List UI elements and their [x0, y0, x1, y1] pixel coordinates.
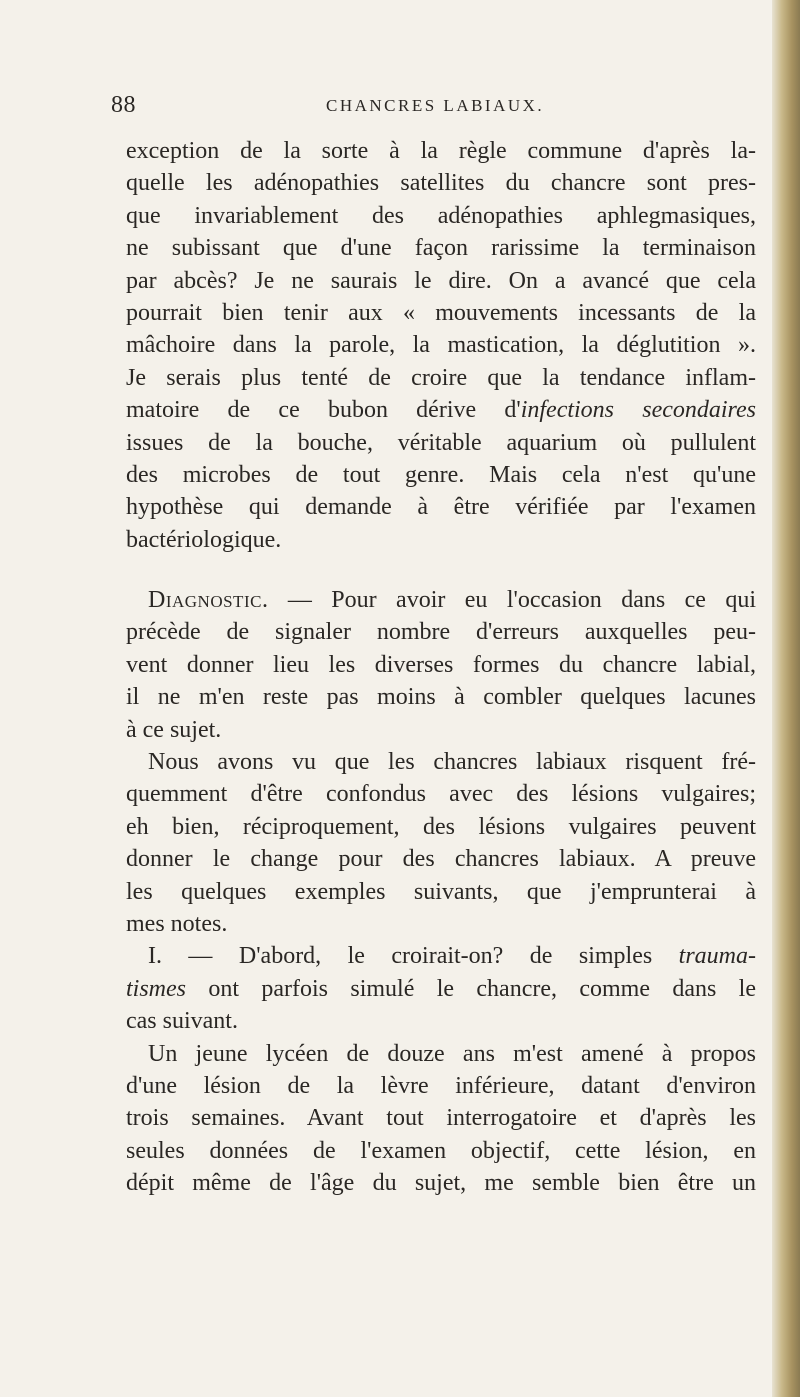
text-line: eh bien, réciproquement, des lésions vulgaires peuvent [126, 813, 756, 840]
running-head: CHANCRES LABIAUX. [326, 96, 545, 115]
text-line: à ce sujet. [126, 716, 222, 743]
text-line: mes notes. [126, 910, 228, 937]
text-line: que invariablement des adénopathies aphlegmasiques, [126, 202, 756, 229]
text-fragment: matoire de ce bubon dérive d' [126, 397, 521, 424]
text-line: seules données de l'examen objectif, cette lésion, en [126, 1137, 756, 1164]
text-line: donner le change pour des chancres labiaux. A preuve [126, 846, 756, 873]
text-line [126, 973, 756, 1005]
text-line: d'une lésion de la lèvre inférieure, datant d'environ [126, 1072, 756, 1099]
text-line [126, 394, 756, 426]
text-fragment: ont parfois simulé le chancre, comme dans le [186, 975, 756, 1002]
text-line: mâchoire dans la parole, la mastication, la déglutition ». [126, 332, 756, 359]
text-line: il ne m'en reste pas moins à combler quelques lacunes [126, 684, 756, 711]
italic-term: trauma- [678, 943, 756, 970]
paragraph-4 [126, 940, 756, 1037]
text-line: quelle les adénopathies satellites du chancre sont pres- [126, 170, 756, 197]
text-line: Je serais plus tenté de croire que la tendance inflam- [126, 364, 756, 391]
text-line: trois semaines. Avant tout interrogatoire et d'après les [126, 1105, 756, 1132]
text-line: ne subissant que d'une façon rarissime la terminaison [126, 235, 756, 262]
italic-term: tismes [126, 975, 186, 1002]
text-line: dépit même de l'âge du sujet, me semble bien être un [126, 1170, 756, 1197]
text-line: précède de signaler nombre d'erreurs auxquelles peu- [126, 619, 756, 646]
paragraph-5 [126, 1038, 756, 1200]
text-fragment: I. — D'abord, le croirait-on? de simples [148, 943, 679, 970]
text-line: Un jeune lycéen de douze ans m'est amené à propos [148, 1040, 756, 1067]
italic-term: infections secondaires [520, 397, 757, 424]
text-line [126, 940, 756, 972]
text-line: Nous avons vu que les chancres labiaux risquent fré- [148, 749, 756, 776]
text-line: les quelques exemples suivants, que j'emprunterai à [126, 878, 756, 905]
text-line: des microbes de tout genre. Mais cela n'est qu'une [126, 461, 756, 488]
paragraph-diagnostic [126, 584, 756, 746]
page-number: 88 [111, 92, 136, 118]
text-line: cas suivant. [126, 1008, 238, 1035]
text-line: hypothèse qui demande à être vérifiée par l'examen [126, 494, 756, 521]
text-fragment: — Pour avoir eu l'occasion dans ce qui [268, 587, 756, 614]
text-line: par abcès? Je ne saurais le dire. On a avancé que cela [126, 267, 756, 294]
text-line: pourrait bien tenir aux « mouvements incessants de la [126, 299, 756, 326]
section-heading: Diagnostic. [148, 587, 269, 614]
text-line: bactériologique. [126, 526, 282, 553]
text-line: vent donner lieu les diverses formes du chancre labial, [126, 651, 756, 678]
paragraph-gap [126, 556, 756, 584]
text-line [126, 584, 756, 616]
page-edge [772, 0, 800, 1397]
page-header [0, 92, 800, 122]
body-text [126, 135, 756, 1200]
text-line: exception de la sorte à la règle commune d'après la- [126, 138, 756, 164]
text-line: issues de la bouche, véritable aquarium où pullulent [126, 429, 756, 456]
text-line: quemment d'être confondus avec des lésions vulgaires; [126, 781, 756, 808]
paragraph-3 [126, 746, 756, 940]
paragraph-1 [126, 135, 756, 556]
